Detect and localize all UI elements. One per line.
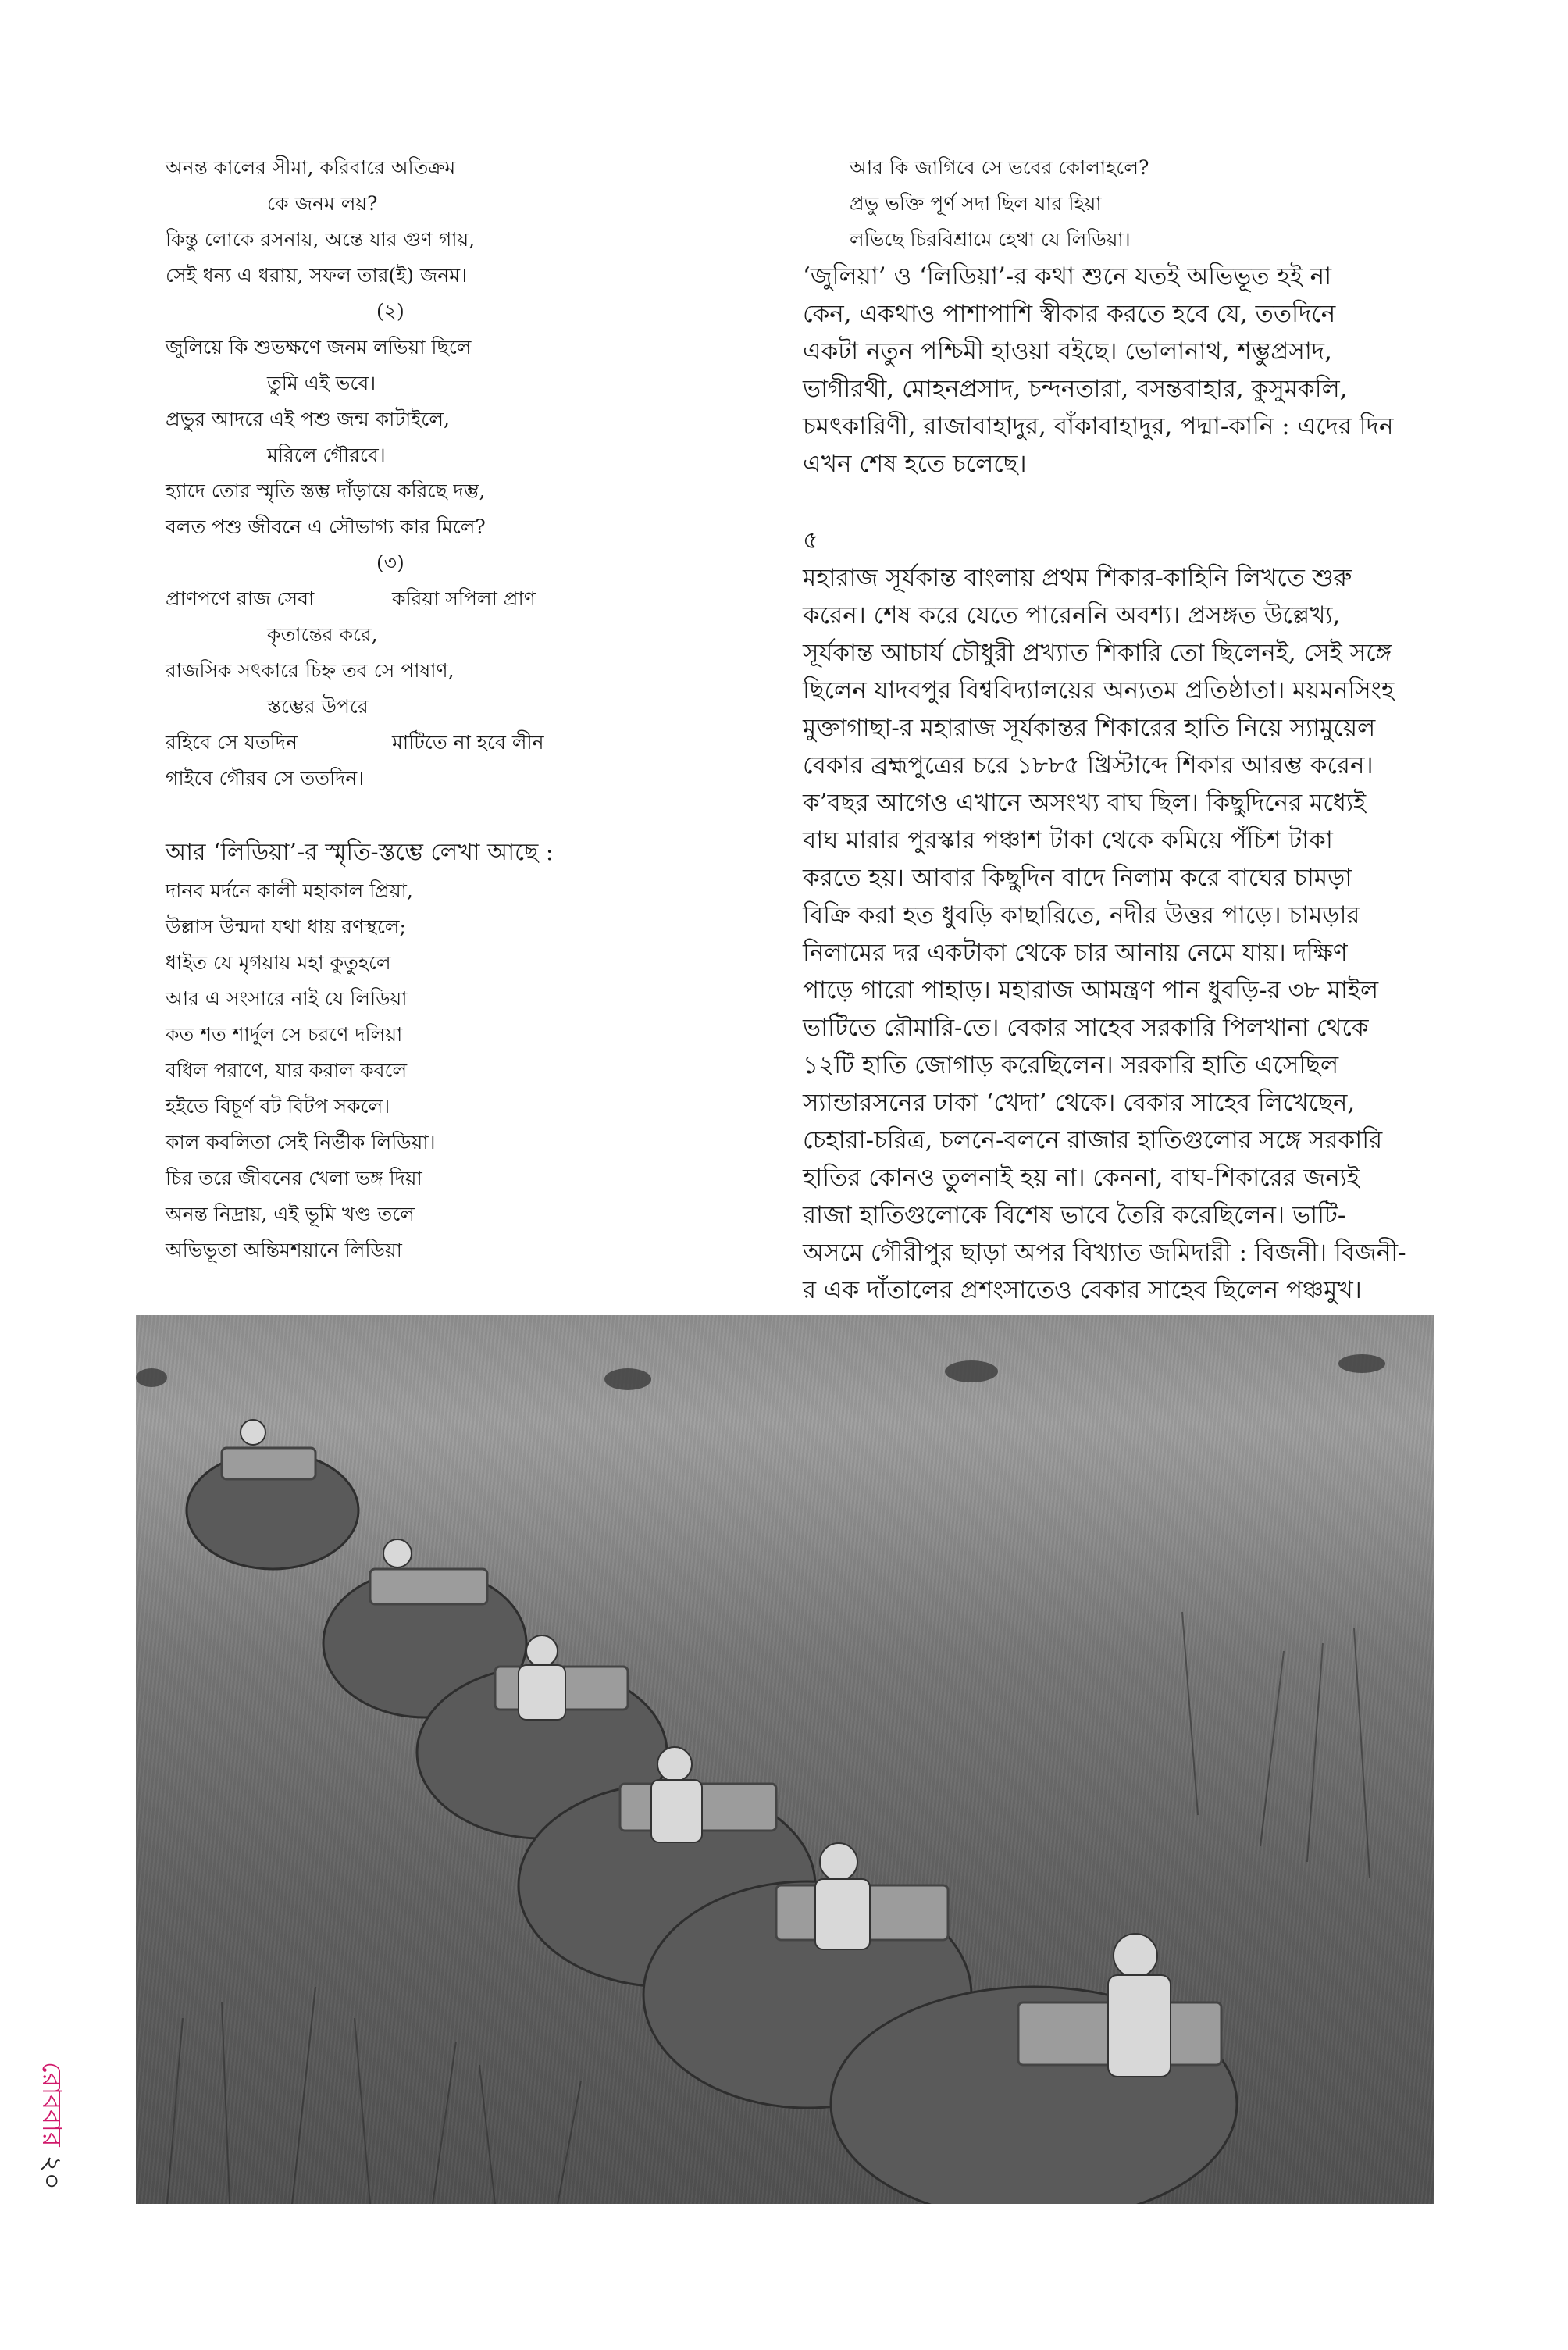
poem-line: তুমি এই ভবে। [267, 372, 376, 394]
text-line: অভিভূতা অন্তিমশয়ানে লিডিয়া [166, 1239, 402, 1261]
poem-line: অনন্ত কালের সীমা, করিবারে অতিক্রম [166, 156, 456, 179]
lidia-epitaph [166, 873, 806, 1268]
text-line: বিক্রি করা হত ধুবড়ি কাছারিতে, নদীর উত্তর পাড়ে। চামড়ার [803, 901, 1360, 929]
text-line: ভাগীরথী, মোহনপ্রসাদ, চন্দনতারা, বসন্তবাহার, কুসুমকলি, [803, 375, 1348, 403]
text-line: রাজা হাতিগুলোকে বিশেষ ভাবে তৈরি করেছিলেন। ভাটি- [803, 1201, 1346, 1229]
text-line: অসমে গৌরীপুর ছাড়া অপর বিখ্যাত জমিদারী : বিজনী। বিজনী- [803, 1239, 1406, 1267]
poem-line-left: প্রাণপণে রাজ সেবা [166, 587, 315, 610]
memorial-heading: আর ‘লিডিয়া’-র স্মৃতি-স্তম্ভে লেখা আছে : [166, 839, 554, 866]
poem-line-right: মাটিতে না হবে লীন [392, 731, 544, 754]
text-line: ক’বছর আগেও এখানে অসংখ্য বাঘ ছিল। কিছুদিনের মধ্যেই [803, 789, 1367, 817]
text-line: উল্লাস উন্মদা যথা ধায় রণস্থলে; [166, 915, 406, 938]
poem-line: (২) [376, 300, 404, 323]
page-folio [31, 2062, 78, 2280]
text-line: ধাইত যে মৃগয়ায় মহা কুতুহলে [166, 951, 391, 974]
paragraph-2 [803, 559, 1427, 1309]
text-line: ছিলেন যাদবপুর বিশ্ববিদ্যালয়ের অন্যতম প্রতিষ্ঠাতা। ময়মনসিংহ [803, 676, 1395, 704]
text-line: কত শত শার্দুল সে চরণে দলিয়া [166, 1023, 403, 1046]
poem-line [166, 581, 806, 617]
right-column [803, 150, 1427, 1309]
section-number: ৫ [803, 526, 819, 555]
text-line: আর কি জাগিবে সে ভবের কোলাহলে? [850, 156, 1149, 179]
poem-line [166, 725, 806, 761]
text-line: প্রভু ভক্তি পূর্ণ সদা ছিল যার হিয়া [850, 192, 1102, 215]
text-line: লভিছে চিরবিশ্রামে হেথা যে লিডিয়া। [850, 228, 1131, 251]
paragraph-1 [803, 258, 1427, 483]
text-line: একটা নতুন পশ্চিমী হাওয়া বইছে। ভোলানাথ, শম্ভুপ্রসাদ, [803, 337, 1332, 366]
poem-line: বলত পশু জীবনে এ সৌভাগ্য কার মিলে? [166, 515, 486, 538]
left-column [166, 150, 806, 1268]
text-line: স্যান্ডারসনের ঢাকা ‘খেদা’ থেকে। বেকার সাহেব লিখেছেন, [803, 1089, 1356, 1117]
text-line: ‘জুলিয়া’ ও ‘লিডিয়া’-র কথা শুনে যতই অভিভূত হই না [803, 262, 1332, 291]
text-line: কেন, একথাও পাশাপাশি স্বীকার করতে হবে যে, ততদিনে [803, 300, 1336, 328]
text-line: বেকার ব্রহ্মপুত্রের চরে ১৮৮৫ খ্রিস্টাব্দে শিকার আরম্ভ করেন। [803, 751, 1374, 779]
page-number: ২০ [36, 2155, 67, 2190]
poem-line: জুলিয়ে কি শুভক্ষণে জনম লভিয়া ছিলে [166, 336, 472, 358]
text-line: ১২টি হাতি জোগাড় করেছিলেন। সরকারি হাতি এসেছিল [803, 1051, 1339, 1079]
text-line: নিলামের দর একটাকা থেকে চার আনায় নেমে যায়। দক্ষিণ [803, 939, 1348, 967]
poem-line: প্রভুর আদরে এই পশু জন্ম কাটাইলে, [166, 408, 450, 430]
poem-line: মরিলে গৌরবে। [267, 444, 386, 466]
text-line: আর এ সংসারে নাই যে লিডিয়া [166, 987, 408, 1010]
photo-illustration [136, 1315, 1434, 2204]
text-line: করতে হয়। আবার কিছুদিন বাদে নিলাম করে বাঘের চামড়া [803, 864, 1352, 892]
poem-line-right: করিয়া সপিলা প্রাণ [392, 587, 536, 610]
text-line: হাতির কোনও তুলনাই হয় না। কেননা, বাঘ-শিকারের জন্যই [803, 1164, 1360, 1192]
text-line: বাঘ মারার পুরস্কার পঞ্চাশ টাকা থেকে কমিয়ে পঁচিশ টাকা [803, 826, 1333, 854]
text-line: কাল কবলিতা সেই নির্ভীক লিডিয়া। [166, 1131, 436, 1154]
poem-line: (৩) [376, 551, 404, 574]
text-line: অনন্ত নিদ্রায়, এই ভূমি খণ্ড তলে [166, 1203, 415, 1225]
poem-line: গাইবে গৌরব সে ততদিন। [166, 767, 365, 790]
text-line: র এক দাঁতালের প্রশংসাতেও বেকার সাহেব ছিলেন পঞ্চমুখ। [803, 1276, 1362, 1304]
poem-line-left: রহিবে সে যতদিন [166, 731, 298, 754]
text-line: চির তরে জীবনের খেলা ভঙ্গ দিয়া [166, 1167, 422, 1189]
poem-line: রাজসিক সৎকারে চিহ্ন তব সে পাষাণ, [166, 659, 454, 682]
elephant-hunt-photograph [136, 1315, 1434, 2204]
poem-line: স্তম্ভের উপরে [267, 695, 369, 718]
text-line: দানব মর্দনে কালী মহাকাল প্রিয়া, [166, 879, 413, 902]
text-line: বধিল পরাণে, যার করাল কবলে [166, 1059, 408, 1082]
poem-line: কিন্তু লোকে রসনায়, অন্তে যার গুণ গায়, [166, 228, 476, 251]
text-line: মুক্তাগাছা-র মহারাজ সূর্যকান্তর শিকারের হাতি নিয়ে স্যামুয়েল [803, 714, 1376, 742]
text-line: চমৎকারিণী, রাজাবাহাদুর, বাঁকাবাহাদুর, পদ্মা-কানি : এদের দিন [803, 412, 1394, 440]
poem-line: কে জনম লয়? [267, 192, 378, 215]
text-line: পাড়ে গারো পাহাড়। মহারাজ আমন্ত্রণ পান ধুবড়ি-র ৩৮ মাইল [803, 976, 1379, 1004]
text-line: করেন। শেষ করে যেতে পারেননি অবশ্য। প্রসঙ্গত উল্লেখ্য, [803, 601, 1341, 629]
text-line: এখন শেষ হতে চলেছে। [803, 450, 1027, 478]
text-line: চেহারা-চরিত্র, চলনে-বলনে রাজার হাতিগুলোর সঙ্গে সরকারি [803, 1126, 1383, 1154]
text-line: সূর্যকান্ত আচার্য চৌধুরী প্রখ্যাত শিকারি তো ছিলেনই, সেই সঙ্গে [803, 639, 1392, 667]
poem-line: কৃতান্তের করে, [267, 623, 378, 646]
poem-stanzas [166, 150, 806, 797]
text-line: হইতে বিচূর্ণ বট বিটপ সকলে। [166, 1095, 390, 1118]
text-line: মহারাজ সূর্যকান্ত বাংলায় প্রথম শিকার-কাহিনি লিখতে শুরু [803, 564, 1352, 592]
text-line: ভাটিতে রৌমারি-তে। বেকার সাহেব সরকারি পিলখানা থেকে [803, 1014, 1369, 1042]
poem-continuation [803, 150, 1427, 258]
poem-line: হ্যাদে তোর স্মৃতি স্তম্ভ দাঁড়ায়ে করিছে দম্ভ, [166, 480, 486, 502]
magazine-name: রোববার [36, 2062, 67, 2147]
poem-line: সেই ধন্য এ ধরায়, সফল তার(ই) জনম। [166, 264, 468, 287]
